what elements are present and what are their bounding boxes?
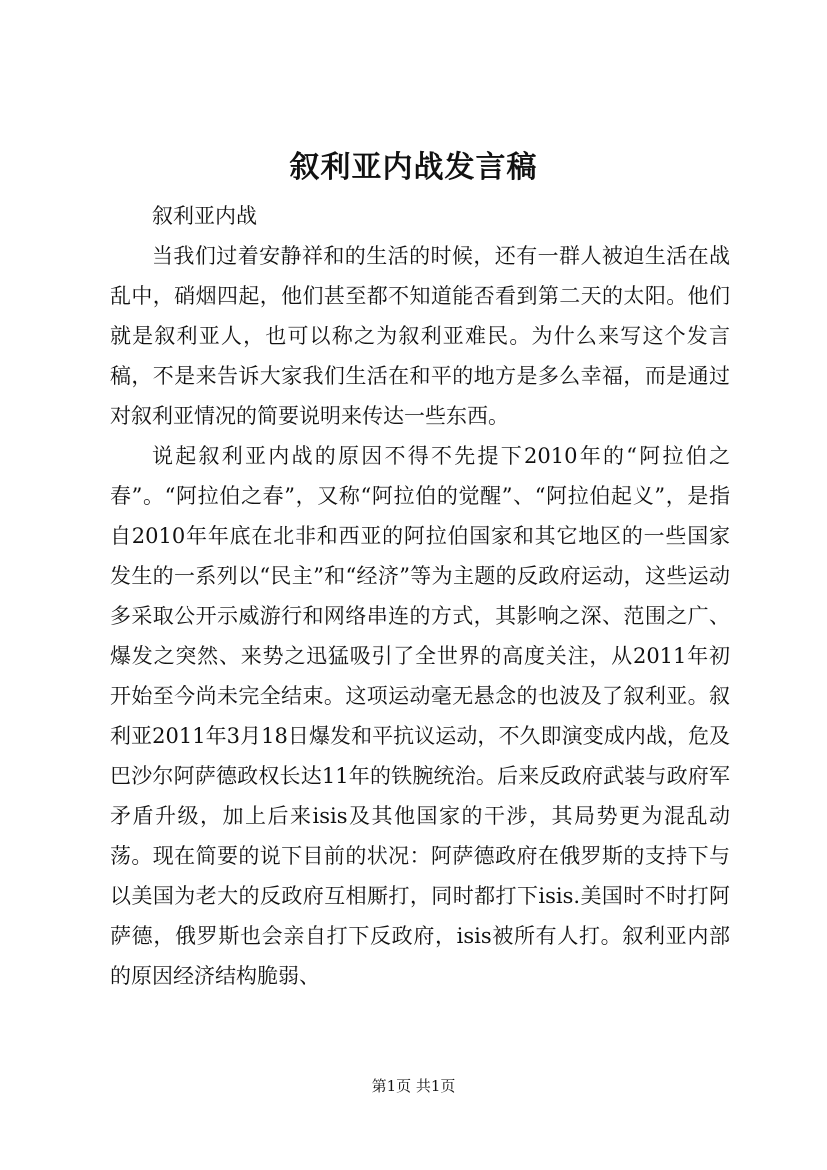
document-title: 叙利亚内战发言稿	[289, 150, 538, 185]
paragraph-causes: 说起叙利亚内战的原因不得不先提下2010年的“阿拉伯之春”。“阿拉伯之春”，又称“阿拉伯的觉醒”、“阿拉伯起义”，是指自2010年年底在北非和西亚的阿拉伯国家和其它地区的一些国家发生的一系列以“民主”和“经济”等为主题的反政府运动，这些运动多采取公开示威游行和网络串连的方式，其影响之深、范围之广、爆发之突然、来势之迅猛吸引了全世界的高度关注，从2011年初开始至今尚未完全结束。这项运动毫无悬念的也波及了叙利亚。叙利亚2011年3月18日爆发和平抗议运动，不久即演变成内战，危及巴沙尔阿萨德政权长达11年的铁腕统治。后来反政府武装与政府军矛盾升级，加上后来isis及其他国家的干涉，其局势更为混乱动荡。现在简要的说下目前的状况：阿萨德政府在俄罗斯的支持下与以美国为老大的反政府互相厮打，同时都打下isis.美国时不时打阿萨德，俄罗斯也会亲自打下反政府，isis被所有人打。叙利亚内部的原因经济结构脆弱、	[110, 444, 730, 988]
paragraph-intro: 当我们过着安静祥和的生活的时候，还有一群人被迫生活在战乱中，硝烟四起，他们甚至都不知道能否看到第二天的太阳。他们就是叙利亚人，也可以称之为叙利亚难民。为什么来写这个发言稿，不是来告诉大家我们生活在和平的地方是多么幸福，而是通过对叙利亚情况的简要说明来传达一些东西。	[110, 244, 730, 428]
page-footer: 第1页 共1页	[371, 1077, 456, 1095]
paragraph-subtitle: 叙利亚内战	[152, 204, 257, 228]
document-body	[110, 196, 730, 996]
